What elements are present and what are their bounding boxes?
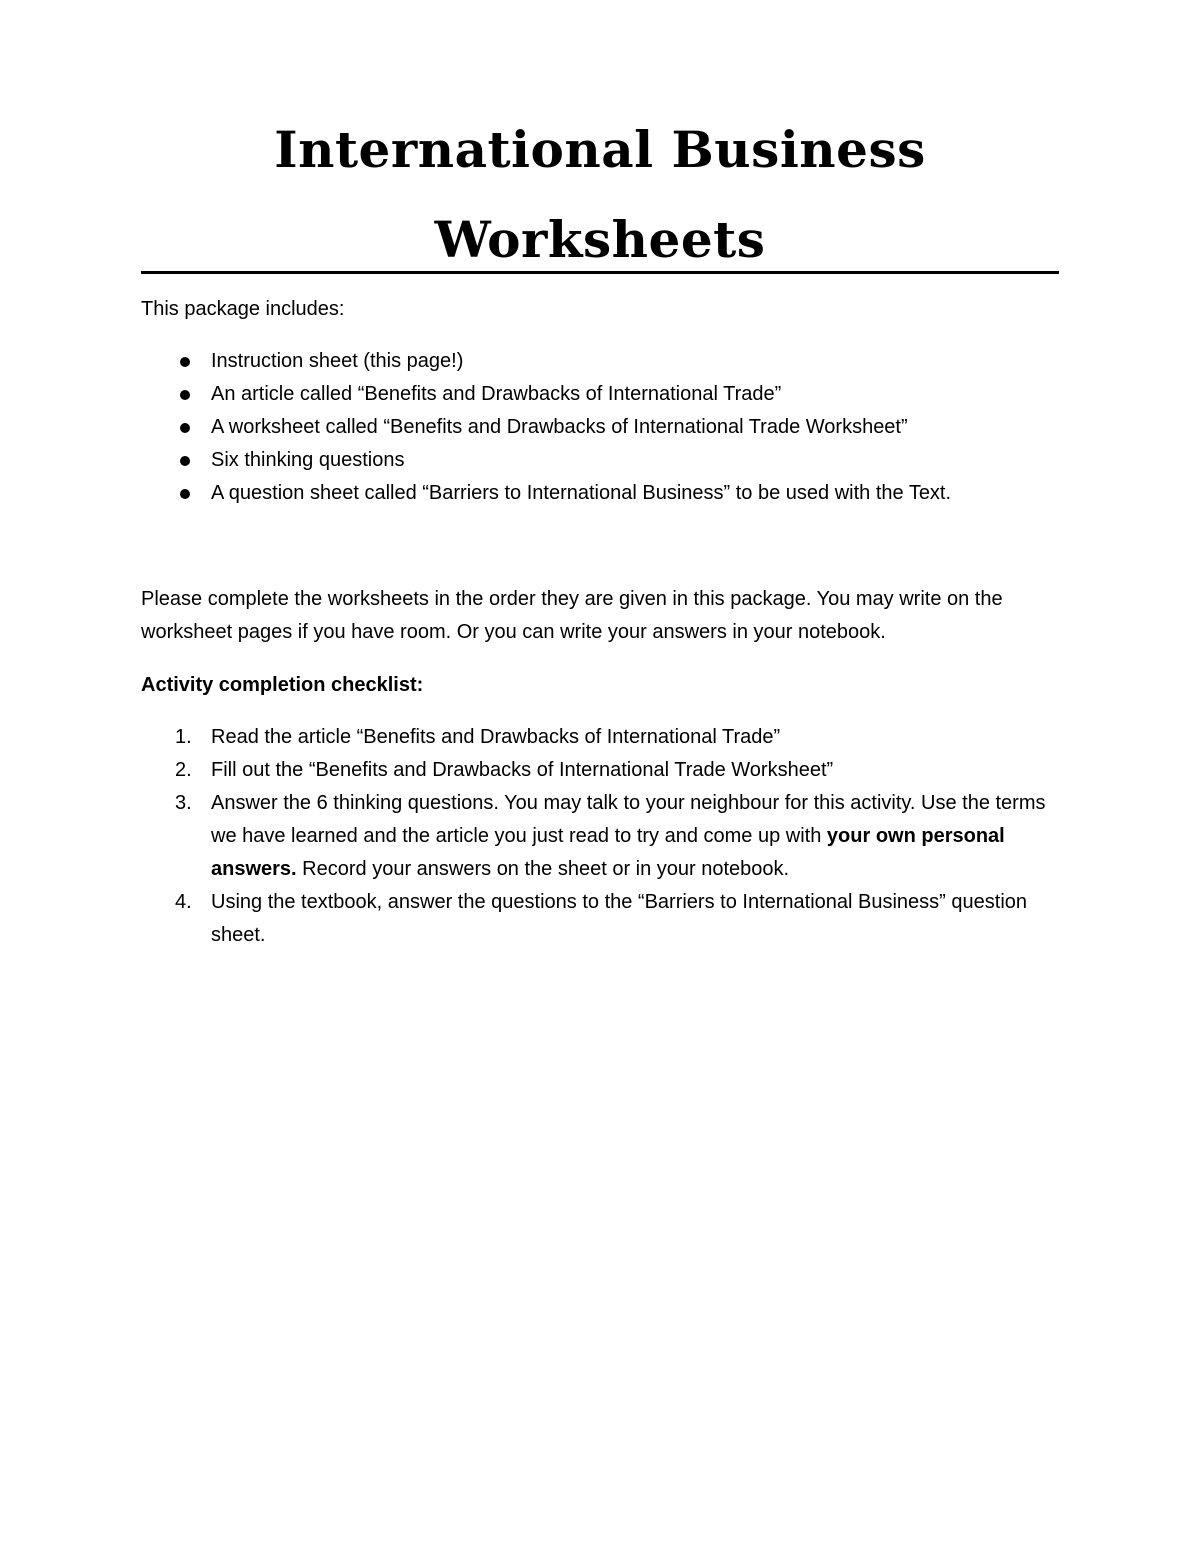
list-item: [141, 477, 951, 510]
checklist: [141, 721, 1059, 952]
item-number: 2.: [175, 759, 192, 781]
list-item: [141, 411, 951, 444]
item-text: Answer the 6 thinking questions. You may talk to your neighbour for this activity. Use the terms we have learned and the article you just read to try and come up with: [211, 792, 1046, 847]
item-text-end: Record your answers on the sheet or in your notebook.: [296, 858, 790, 880]
title-divider: [141, 271, 1059, 274]
list-item-text: Instruction sheet (this page!): [211, 350, 464, 372]
list-item-text: An article called “Benefits and Drawbacks of International Trade”: [211, 383, 782, 405]
document-title: [141, 105, 1059, 285]
checklist-item: [141, 754, 1059, 787]
package-intro: This package includes:: [141, 298, 345, 320]
instructions-paragraph: Please complete the worksheets in the order they are given in this package. You may write on the worksheet pages if you have room. Or you can write your answers in your notebook.: [141, 588, 1003, 643]
bullet-icon: [180, 489, 190, 499]
item-number: 3.: [175, 792, 192, 814]
item-number: 4.: [175, 891, 192, 913]
title-line-1: International Business: [274, 120, 926, 179]
checklist-heading: Activity completion checklist:: [141, 674, 424, 696]
item-text: Using the textbook, answer the questions to the “Barriers to International Business” question sheet.: [211, 891, 1028, 946]
includes-list: [141, 345, 951, 510]
bullet-icon: [180, 390, 190, 400]
bullet-icon: [180, 357, 190, 367]
checklist-item: [141, 721, 1059, 754]
list-item: [141, 345, 951, 378]
list-item: [141, 444, 951, 477]
title-line-2: Worksheets: [434, 210, 766, 269]
item-text: Read the article “Benefits and Drawbacks of International Trade”: [211, 726, 781, 748]
checklist-item: [141, 787, 1059, 886]
list-item-text: A worksheet called “Benefits and Drawbacks of International Trade Worksheet”: [211, 416, 908, 438]
bullet-icon: [180, 423, 190, 433]
item-number: 1.: [175, 726, 192, 748]
item-text: Fill out the “Benefits and Drawbacks of International Trade Worksheet”: [211, 759, 834, 781]
list-item-text: Six thinking questions: [211, 449, 405, 471]
checklist-item: [141, 886, 1059, 952]
list-item: [141, 378, 951, 411]
item-text-bold: your own personal answers.: [211, 825, 1005, 880]
list-item-text: A question sheet called “Barriers to International Business” to be used with the Text.: [211, 482, 952, 504]
bullet-icon: [180, 456, 190, 466]
